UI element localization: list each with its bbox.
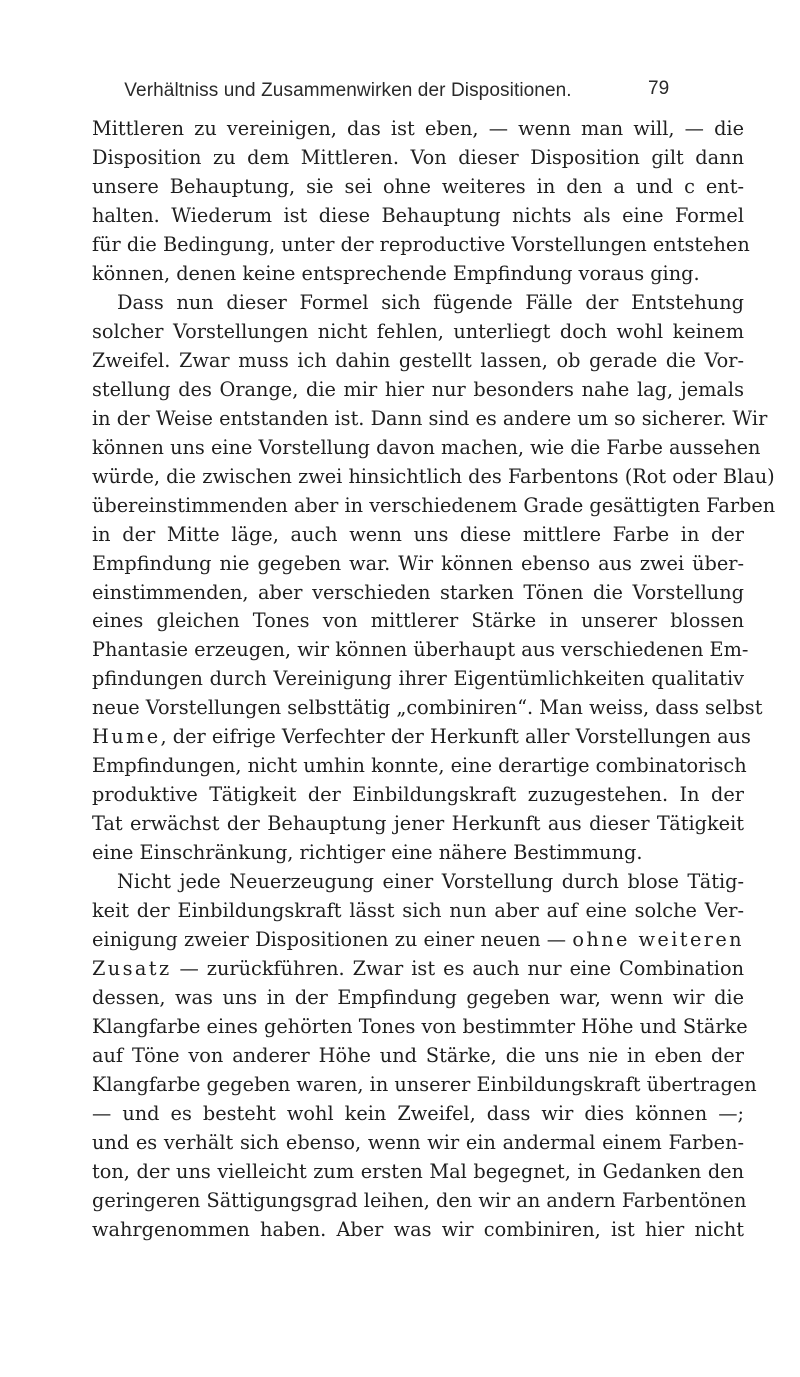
text-line: neue Vorstellungen selbsttätig „combiniren“. Man weiss, dass selbst	[92, 696, 763, 720]
text-line: Phantasie erzeugen, wir können überhaupt aus verschiedenen Em-	[92, 638, 749, 662]
spaced-name-hume: Hume	[92, 725, 161, 749]
text-line: Empfindung nie gegeben war. Wir können ebenso aus zwei über-	[92, 551, 744, 575]
text-line: Klangfarbe gegeben waren, in unserer Einbildungskraft übertragen	[92, 1072, 757, 1096]
body-text	[92, 115, 776, 1245]
paragraph-start: Nicht jede Neuerzeugung einer Vorstellung durch blose Tätig-	[117, 870, 744, 894]
text-line: für die Bedingung, unter der reproductive Vorstellungen entstehen	[92, 232, 750, 256]
text-line-with-spaced-word	[92, 955, 744, 984]
text-line: produktive Tätigkeit der Einbildungskraft zuzugestehen. In der	[92, 783, 744, 807]
text-line: Zweifel. Zwar muss ich dahin gestellt lassen, ob gerade die Vor-	[92, 348, 744, 372]
text-line: eines gleichen Tones von mittlerer Stärke in unserer blossen	[92, 609, 744, 633]
text-line: Empfindungen, nicht umhin konnte, eine derartige combinatorisch	[92, 754, 747, 778]
text-line: in der Mitte läge, auch wenn uns diese mittlere Farbe in der	[92, 522, 744, 546]
text-line: unsere Behauptung, sie sei ohne weiteres in den a und c ent-	[92, 174, 744, 198]
text-line: stellung des Orange, die mir hier nur besonders nahe lag, jemals	[92, 377, 744, 401]
text-line: wahrgenommen haben. Aber was wir combiniren, ist hier nicht	[92, 1217, 744, 1241]
text-line: können, denen keine entsprechende Empfindung voraus ging.	[92, 261, 700, 285]
spaced-phrase-ohne-weiteren: ohne weiteren	[572, 928, 744, 952]
text-line: solcher Vorstellungen nicht fehlen, unterliegt doch wohl keinem	[92, 319, 744, 343]
text-line: Tat erwächst der Behauptung jener Herkunft aus dieser Tätigkeit	[92, 812, 744, 836]
text-line: geringeren Sättigungsgrad leihen, den wir an andern Farbentönen	[92, 1188, 747, 1212]
text-line: und es verhält sich ebenso, wenn wir ein andermal einem Farben-	[92, 1130, 744, 1154]
text-line-with-spaced-name	[92, 723, 751, 752]
paragraph-start: Dass nun dieser Formel sich fügende Fälle der Entstehung	[117, 290, 744, 314]
text-line: pfindungen durch Vereinigung ihrer Eigentümlichkeiten qualitativ	[92, 667, 744, 691]
line-rest: — zurückführen. Zwar ist es auch nur eine Combination	[171, 957, 744, 981]
text-line: Klangfarbe eines gehörten Tones von bestimmter Höhe und Stärke	[92, 1015, 748, 1039]
text-line: Disposition zu dem Mittleren. Von dieser Disposition gilt dann	[92, 145, 744, 169]
text-line: — und es besteht wohl kein Zweifel, dass wir dies können —;	[92, 1101, 744, 1125]
text-line: in der Weise entstanden ist. Dann sind es andere um so sicherer. Wir	[92, 406, 768, 430]
text-line: können uns eine Vorstellung davon machen, wie die Farbe aussehen	[92, 435, 761, 459]
line-rest: , der eifrige Verfechter der Herkunft aller Vorstellungen aus	[160, 725, 751, 749]
text-line: eine Einschränkung, richtiger eine nähere Bestimmung.	[92, 841, 643, 865]
text-line: übereinstimmenden aber in verschiedenem Grade gesättigten Farben	[92, 493, 776, 517]
text-line: halten. Wiederum ist diese Behauptung nichts als eine Formel	[92, 203, 744, 227]
text-line: Mittleren zu vereinigen, das ist eben, — wenn man will, — die	[92, 117, 744, 140]
text-line: einstimmenden, aber verschieden starken Tönen die Vorstellung	[92, 580, 744, 604]
line-start: einigung zweier Dispositionen zu einer neuen —	[92, 928, 573, 952]
text-line-with-spaced-phrase	[92, 926, 744, 955]
text-line: keit der Einbildungskraft lässt sich nun aber auf eine solche Ver-	[92, 899, 744, 923]
text-line: dessen, was uns in der Empfindung gegeben war, wenn wir die	[92, 986, 744, 1010]
text-line: auf Töne von anderer Höhe und Stärke, die uns nie in eben der	[92, 1044, 744, 1067]
text-line: ton, der uns vielleicht zum ersten Mal begegnet, in Gedanken den	[92, 1159, 744, 1183]
text-line: würde, die zwischen zwei hinsichtlich des Farbentons (Rot oder Blau)	[92, 464, 775, 488]
spaced-word-zusatz: Zusatz	[92, 957, 172, 981]
running-head: Verhältniss und Zusammenwirken der Dispositionen.	[124, 80, 572, 101]
page-number: 79	[648, 78, 670, 99]
